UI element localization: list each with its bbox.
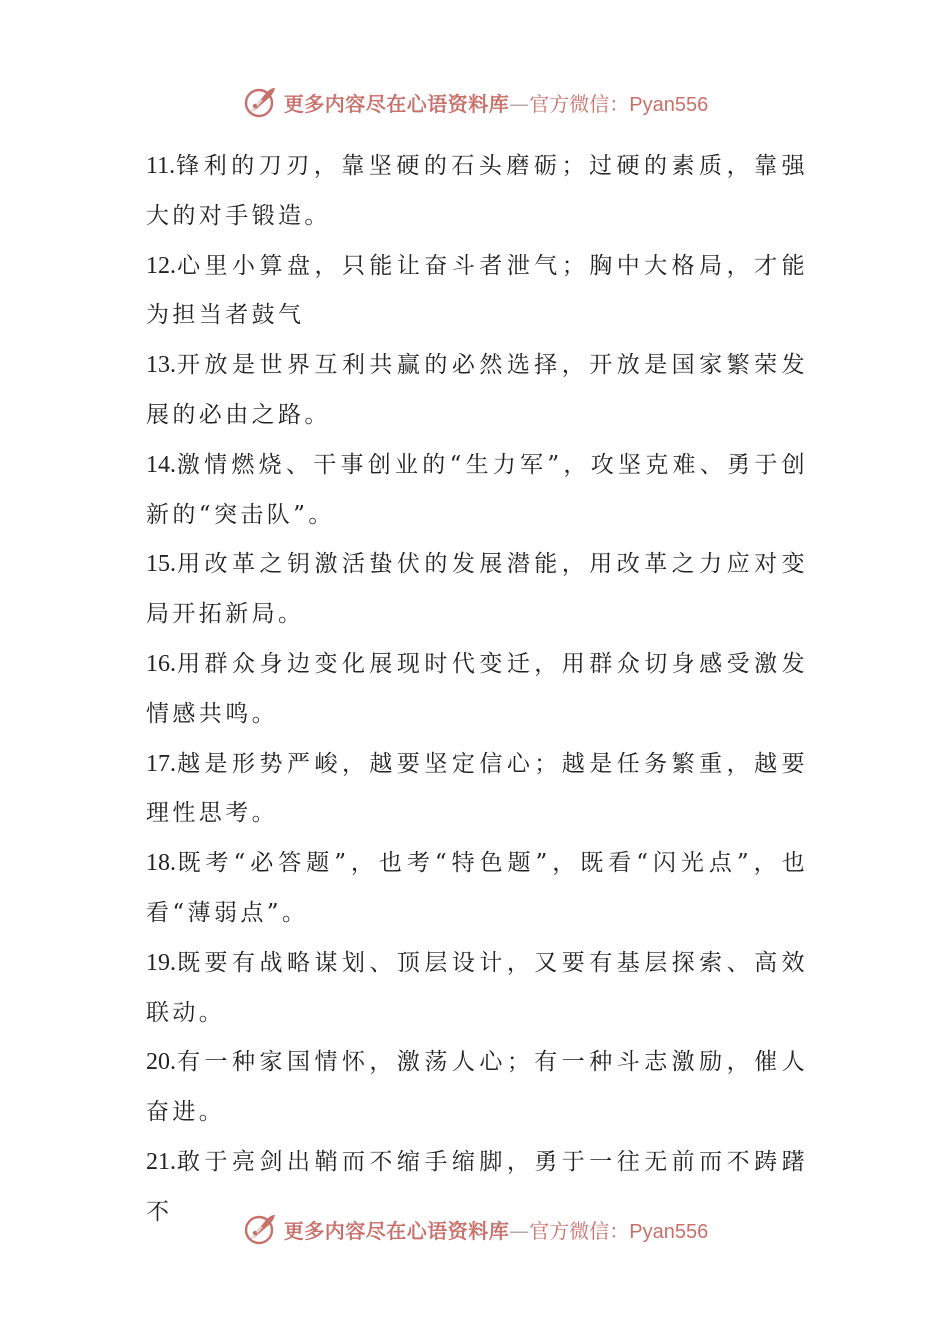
list-item [146, 839, 808, 939]
list-item [146, 1038, 808, 1138]
item-text: 用群众身边变化展现时代变迁，用群众切身感受激发情感共鸣。 [146, 650, 808, 727]
item-number: 17. [146, 750, 176, 777]
list-item [146, 142, 808, 242]
header-label: 官方微信： [529, 91, 630, 116]
quote-list [146, 142, 808, 1238]
item-text: 锋利的刀刃，靠坚硬的石头磨砺；过硬的素质，靠强大的对手锻造。 [146, 153, 808, 229]
item-text: 开放是世界互利共赢的必然选择，开放是国家繁荣发展的必由之路。 [146, 352, 808, 428]
header-main-text: 更多内容尽在心语资料库 [283, 91, 510, 116]
item-text: 敢于亮剑出鞘而不缩手缩脚，勇于一往无前而不踌躇不 [146, 1148, 808, 1225]
item-text: 激情燃烧、干事创业的“生力军”，攻坚克难、勇于创新的“突击队”。 [146, 451, 808, 528]
header-banner-text [284, 88, 708, 117]
item-number: 14. [146, 451, 176, 478]
item-number: 13. [146, 352, 176, 379]
footer-banner-text [284, 1215, 708, 1244]
item-number: 19. [146, 949, 176, 976]
header-wechat-id: Pyan556 [629, 93, 709, 116]
item-number: 20. [146, 1049, 176, 1076]
item-number: 16. [146, 650, 176, 677]
footer-banner [0, 1209, 950, 1249]
footer-main-text: 更多内容尽在心语资料库 [283, 1218, 510, 1243]
footer-wechat-id: Pyan556 [629, 1220, 709, 1243]
item-text: 有一种家国情怀，激荡人心；有一种斗志激励，催人奋进。 [146, 1049, 808, 1126]
item-text: 心里小算盘，只能让奋斗者泄气；胸中大格局，才能为担当者鼓气 [146, 252, 808, 329]
item-number: 15. [146, 551, 176, 578]
quill-circle-logo-icon [242, 1211, 278, 1247]
item-text: 越是形势严峻，越要坚定信心；越是任务繁重，越要理性思考。 [146, 750, 808, 827]
footer-label: 官方微信： [529, 1218, 630, 1243]
list-item [146, 441, 808, 541]
item-text: 既考“必答题”，也考“特色题”，既看“闪光点”，也看“薄弱点”。 [146, 850, 808, 926]
item-number: 12. [146, 252, 176, 279]
item-number: 21. [146, 1148, 176, 1175]
list-item [146, 740, 808, 840]
item-text: 用改革之钥激活蛰伏的发展潜能，用改革之力应对变局开拓新局。 [146, 551, 808, 628]
item-text: 既要有战略谋划、顶层设计，又要有基层探索、高效联动。 [146, 949, 808, 1026]
list-item [146, 540, 808, 640]
header-banner [0, 82, 950, 122]
item-number: 11. [146, 153, 176, 179]
list-item [146, 640, 808, 740]
list-item [146, 341, 808, 441]
list-item [146, 939, 808, 1039]
item-number: 18. [146, 850, 176, 877]
footer-separator: — [509, 1218, 530, 1243]
header-separator: — [509, 91, 530, 116]
quill-circle-logo-icon [242, 84, 278, 120]
list-item [146, 242, 808, 342]
